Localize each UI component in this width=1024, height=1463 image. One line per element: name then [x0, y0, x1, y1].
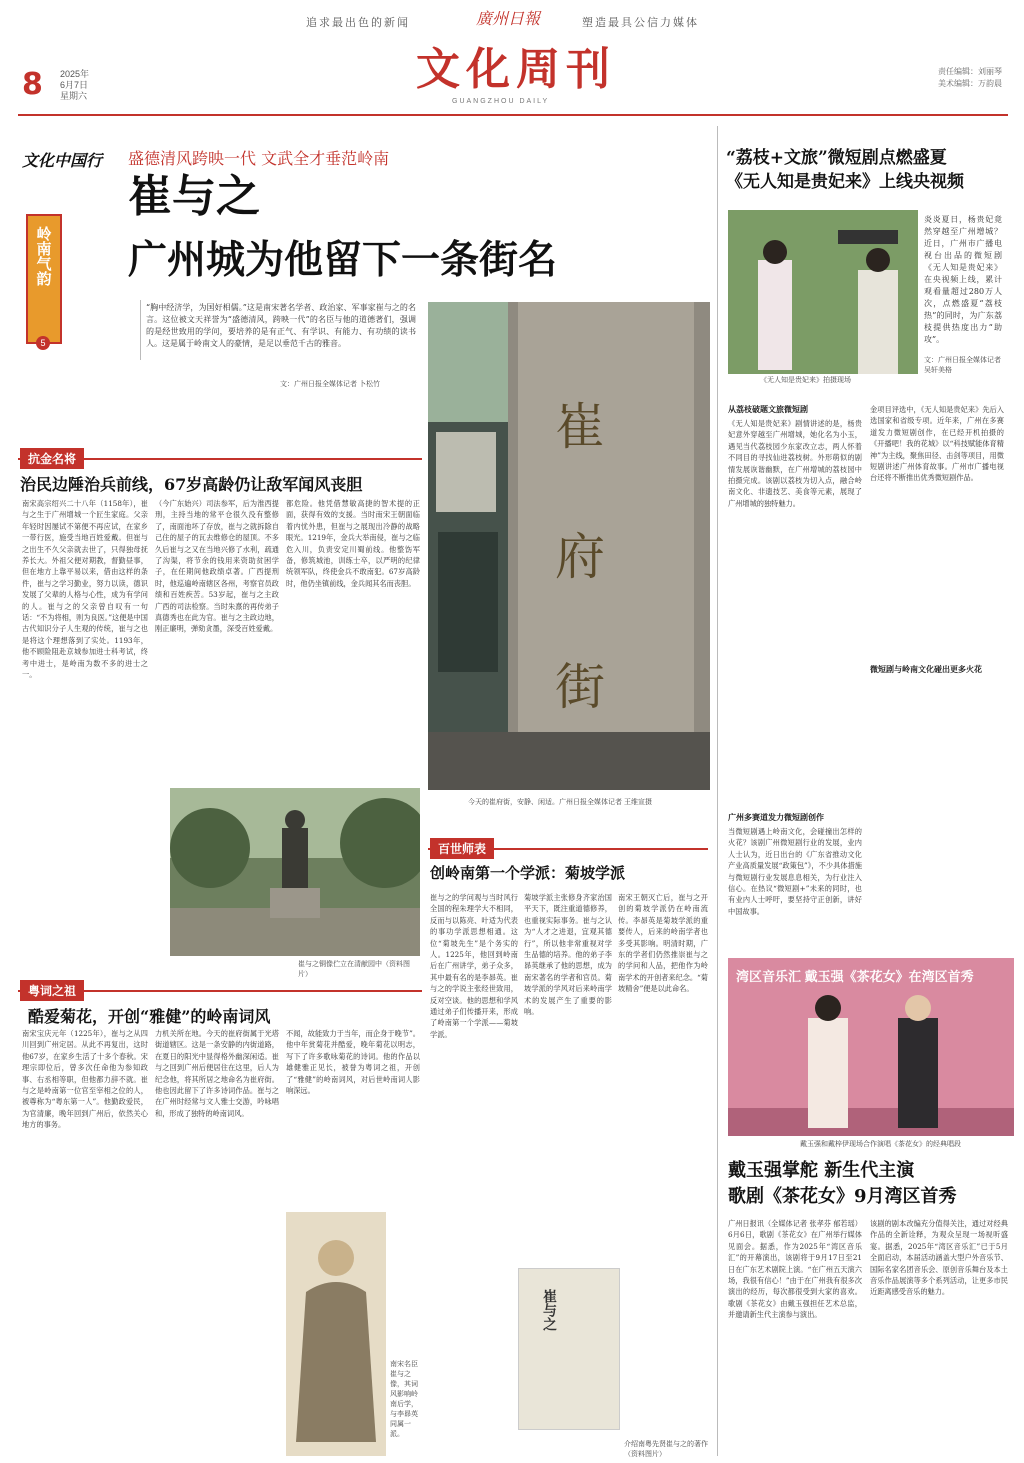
masthead-rule	[18, 114, 1008, 116]
street-sign	[548, 362, 612, 752]
side-col-1: 《无人知是贵妃来》剧情讲述的是，杨贵妃意外穿越至广州增城，她化名为小玉，遇见当代荔枝园少东家改立志，两人怀着不同目的寻找仙进荔枝树。外形萌似的剧情发展诙谐幽默，在广州增城的荔枝园中拍摄完成。该剧以荔枝为切入点，融合岭南文化、非遗技艺、美食等元素，展现了广州增城的独特魅力。	[728, 419, 862, 508]
headline-master: 创岭南第一个学派：菊坡学派	[430, 864, 626, 882]
street-photo-caption: 今天的崔府街，安静、闲适。广州日报全媒体记者 王维宣摄	[468, 799, 652, 806]
side-col-3: 当微短剧遇上岭南文化，会碰撞出怎样的火花？该剧广州微短剧行业的发展，业内人士认为，近日出台的《广东省推动文化产业高质量发展“政策包”》，不少具体措施与微短剧行业发展息息相关，为行业注入信心。在热议“微短剧+”未来的同时，也有业内人士呼吁，要坚持守正创新，讲好中国故事。	[728, 827, 862, 916]
column-divider	[717, 126, 718, 1456]
column-logo: 文化中国行	[22, 151, 103, 170]
portrait-caption: 南宋名臣崔与之像，其词风影响岭南后学，与李昴英同属一派。	[390, 1361, 418, 1438]
opera-photo	[728, 958, 1014, 1136]
portrait-figure	[286, 1212, 386, 1456]
street-photo	[428, 302, 710, 790]
opera-banner-text: 湾区音乐汇 戴玉强《茶花女》在湾区首秀	[736, 969, 974, 984]
statue-photo	[170, 788, 420, 956]
side-byline: 文：广州日报全媒体记者 吴轩美格	[924, 357, 1001, 374]
side-title-line-1: “荔枝+文旅”微短剧点燃盛夏	[726, 148, 947, 168]
column-ribbon	[26, 214, 62, 348]
editor-name: 责任编辑：刘丽琴	[938, 67, 1002, 76]
side-subhead-3: 广州多赛道发力微短剧创作	[728, 812, 824, 822]
drama-shoot-scene	[728, 210, 918, 374]
ci-col-2: 力机关所在地。今天的崔府街属于光塔街道辖区。这是一条安静的内街道路，在夏日的阳光中显得格外幽深闲适。崔与之回到广州后便居住在这里，后人为纪念他，将其所居之地命名为崔府街。他也因此留下了许多诗词作品。崔与之在广州时经常与文人雅士交游，吟咏唱和，形成了独特的岭南词风。	[155, 1029, 279, 1118]
side-title-line-2: 《无人知是贵妃来》上线央视频	[726, 172, 964, 192]
section-tag-anti-jin: 抗金名将	[20, 448, 84, 469]
side-subhead-1: 从荔枝破题文旅微短剧	[728, 404, 808, 414]
art-editor-name: 美术编辑：万韵晨	[938, 79, 1002, 88]
main-kicker: 盛德清风跨映一代 文武全才垂范岭南	[128, 149, 390, 168]
main-byline: 文：广州日报全媒体记者 卜松竹	[280, 381, 380, 388]
statue-photo-scene	[170, 788, 420, 956]
drama-shoot-photo	[728, 210, 918, 374]
side-subhead-2: 微短剧与岭南文化碰出更多火花	[870, 664, 982, 674]
main-title-street: 广州城为他留下一条街名	[128, 237, 558, 283]
opera-title-line-2: 歌剧《茶花女》9月湾区首秀	[728, 1186, 957, 1207]
side-intro: 炎炎夏日，杨贵妃竟然穿越至广州增城？近日，广州市广播电视台出品的微短剧《无人知是贵妃来》在央视频上线，累计观看量超过280万人次，点燃盛夏“荔枝热”的同时，为广东荔枝提供热度出力“助攻”。	[924, 215, 1002, 344]
ci-col-3: 不闻，故能致力于当年，而企身于晚节”。他中年赏菊花并酷爱，晚年菊花以明志，写下了许多歌咏菊花的诗词。他的作品以雄健雅正见长，被誉为粤词之祖，开创了“雅健”的岭南词风，对后世岭南词人影响深远。	[286, 1029, 420, 1096]
section-title: 文化周刊	[416, 44, 616, 95]
statue-caption: 崔与之铜像伫立在清献园中（资料图片）	[298, 961, 410, 978]
slogan-right: 塑造最具公信力媒体	[582, 17, 699, 29]
book-photo	[518, 1268, 620, 1430]
section-tag-ci: 粤词之祖	[20, 980, 84, 1001]
anti-jin-col-3: 都危险。他凭借慧敏高捷的智术提的正面，获得有效的支援。当时南宋王朝面临着内忧外患，但崔与之展现出冷静的战略眼光。1219年，金兵大举南侵，崔与之临危入川，负责安定川蜀前线。他整饬军备，修筑城池，训练士卒，以严明的纪律统领军队，终使金兵不敢南犯。67岁高龄时，他仍坐镇前线，金兵闻其名而丧胆。	[286, 499, 420, 588]
headline-anti-jin: 治民边陲治兵前线，67岁高龄仍让敌军闻风丧胆	[20, 475, 363, 494]
drama-photo-caption: 《无人知是贵妃来》拍摄现场	[760, 377, 851, 384]
opera-col-2: 该剧的剧本改编充分值得关注，通过对经典作品的全新诠释，为观众呈现一场视听盛宴。据悉，2025年“湾区音乐汇”已于5月全面启动，本届活动涵盖大型户外音乐节、国际名家名团音乐会、原创音乐舞台及本土音乐作品展演等多个系列活动，让更多市民近距离感受音乐的魅力。	[870, 1219, 1008, 1297]
slogan-left: 追求最出色的新闻	[306, 17, 410, 29]
master-col-3: 南宋王朝灭亡后，崔与之开创的菊坡学派仍在岭南流传。李昴英是菊坡学派的重要传人，后来的岭南学者也多受其影响。明清时期，广东的学者们仍然推崇崔与之的学问和人品，把他作为岭南学术的开创者来纪念。“菊坡精舍”便是以此命名。	[618, 893, 708, 994]
portrait-painting	[286, 1212, 386, 1456]
ci-col-1: 南宋宝庆元年（1225年），崔与之从四川回到广州定居。从此不再复出，这时他67岁，在家乡生活了十多个春秋。宋理宗即位后，曾多次任命他为参知政事、右丞相等职，但他都力辞不就。崔与之是岭南第一位官至宰相之位的人，被尊称为“粤东第一人”。他勤政爱民，为官清廉，晚年回到广州后，依然关心地方的事务。	[22, 1029, 148, 1130]
column-sub-label: 岭南气韵	[34, 226, 53, 286]
anti-jin-col-1: 南宋高宗绍兴二十八年（1158年），崔与之生于广州增城一个匠生家庭。父亲年轻时因屡试不第便不再应试，在家乡一带行医，施受当地百姓爱戴。但崔与之出生不久父亲就去世了，只得独母抚养长大。外祖父便对期教，督勤昼事，但在地方上靠平易以来，借由这样的条件，崔与之学习勤业，努力以读，德识发展了父辈的人格与心性，成为有学问的人。崔与之的父亲曾自叹有一句话：“不为将相，则为良医。”这便是中国古代知识分子人生观的传统，崔与之也是将这个理想落到了实处。1193年，他不顾险阻赴京城参加进士科考试，终考中进士，是岭南为数不多的进士之一。	[22, 499, 148, 680]
opera-photo-caption: 戴玉强和戴梓伊现场合作演唱《茶花女》的经典唱段	[800, 1141, 961, 1148]
street-sign-char: 府	[555, 528, 605, 586]
editor-credits	[938, 66, 1002, 90]
paper-english-name: GUANGZHOU DAILY	[452, 98, 550, 105]
master-col-1: 崔与之的学问观与当时风行全国的程朱理学大不相同，反而与以陈亮、叶适为代表的事功学派思想相通。这位“菊坡先生”是个务实的人。1225年，他回到岭南后在广州讲学，弟子众多，其中最有名的是李昴英。崔与之的学说主张经世致用，反对空谈。他的思想和学风通过弟子们传播开来，形成了岭南第一个学派——菊坡学派。	[430, 893, 518, 1039]
main-title-name: 崔与之	[128, 171, 260, 222]
headline-ci: 酷爱菊花，开创“雅健”的岭南词风	[28, 1007, 271, 1026]
issue-date	[60, 69, 89, 102]
street-sign-char: 街	[555, 658, 605, 716]
section-tag-master: 百世师表	[430, 838, 494, 859]
book-title: 崔与之	[541, 1289, 557, 1331]
date-year: 2025年	[60, 69, 90, 79]
book-caption: 介绍南粤先贤崔与之的著作（资料图片）	[624, 1441, 708, 1458]
column-number: 5	[36, 336, 50, 350]
master-col-2: 菊坡学派主张修身齐家治国平天下，既注重道德修养，也重视实际事务。崔与之认为“人才之进退，宜观其德行”，所以他非常重视对学生品德的培养。他的弟子李昴英继承了他的思想，成为南宋著名的学者和官员。菊坡学派的学风对后来岭南学术的发展产生了重要的影响。	[524, 893, 612, 1017]
date-weekday: 星期六	[60, 91, 88, 101]
date-month-day: 6月7日	[60, 80, 89, 90]
main-lead: “胸中经济学，为国好相儒。”这是南宋著名学者、政治家、军事家崔与之的名言。这位被文天祥誉为“盛德清风，跨映一代”的名臣与他的道德著们，强调的是经世致用的学问，要培养的是有正气、有学识、有能力、有功绩的读书人。这是属于岭南文人的豪情，是足以垂范千古的雅音。	[146, 303, 416, 348]
paper-name-logo: 廣州日報	[476, 9, 541, 28]
page-number: 8	[22, 67, 43, 102]
street-sign-char: 崔	[555, 398, 605, 456]
opera-title-line-1: 戴玉强掌舵 新生代主演	[728, 1160, 915, 1181]
anti-jin-col-2: （今广东始兴）司法参军，后为淮西提刑，主持当地的常平仓很久没有整修了，南面池坏了存放，崔与之就拆除自己住的屋子的瓦去维修仓的屋顶。不多久后崔与之又在当地兴修了水利，疏通了沟渠，将节余的钱用来资助贫困学子，在任期间他政绩卓著。广西提刑时，他巡遍岭南辖区各州，考察官员政绩和百姓疾苦。53岁起，崔与之主政广西的司法检察。当时朱熹的再传弟子真德秀也在此为官。崔与之主政边地，刚正廉明，弹劾贪墨，深受百姓爱戴。	[155, 499, 279, 634]
side-col-2: 金项目评选中，《无人知是贵妃来》先后入选国家和省级专项。近年来，广州在多赛道发力微短剧创作，在已经开机拍摄的《开播吧！我的花城》以“科技赋能体育精神”为主线，聚焦田径、击剑等项目，用微短剧讲述广州体育故事。广州市广播电视台还将不断推出优秀微短剧作品。	[870, 405, 1004, 483]
opera-col-1: 广州日报讯（全媒体记者 张孝芬 郁若瑶）6月6日，歌剧《茶花女》在广州举行媒体见面会。据悉，作为2025年“湾区音乐汇”的开幕演出，该剧将于9月17日至21日在广东艺术剧院上演。“在广州五天演六场，我很有信心！”由于在广州我有很多次演出的经历，每次都很受到大家的喜欢。歌剧《茶花女》由戴玉强担任艺术总监，并邀请新生代主演参与演出。	[728, 1219, 862, 1320]
